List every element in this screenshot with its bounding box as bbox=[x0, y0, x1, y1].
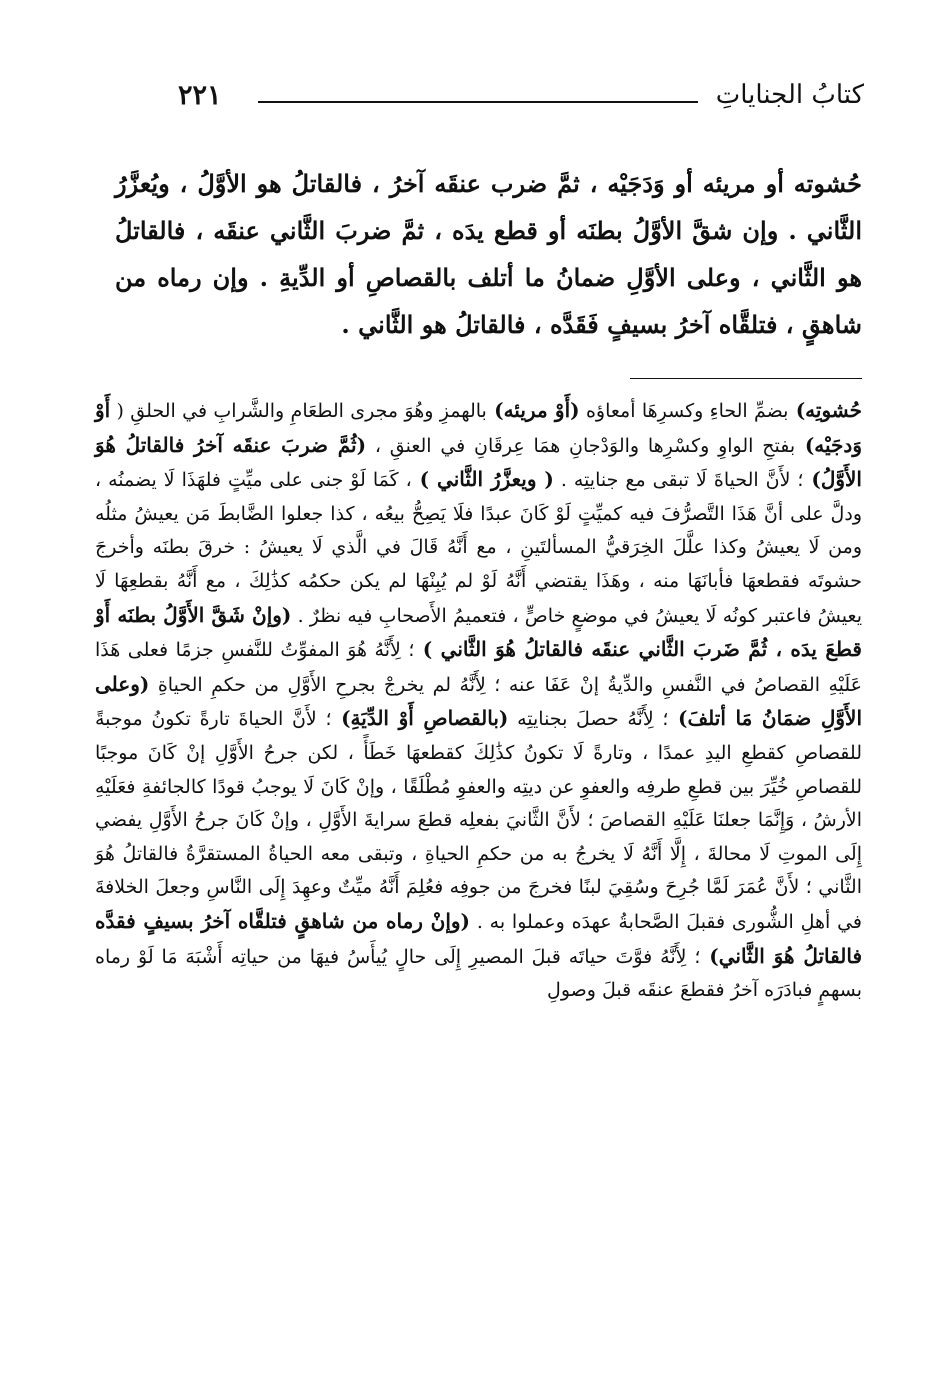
commentary-segment: ؛ لِأَنَّهُ حصلَ بجنايتِه bbox=[508, 708, 669, 731]
commentary-segment: ؛ لِأَنَّهُ هُوَ المفوِّتُ للنَّفسِ جزمًا فعلى هَذَا عَلَيْهِ القصاصُ في النَّفسِ والدِّيةُ إنْ عَفَا عنه ؛ لِأَنَّهُ لم يخرجْ بجرحِ الأَوَّلِ من حكمِ الحياةِ bbox=[95, 639, 862, 696]
commentary-segment: بالهمزِ وهُوَ مجرى الطعَامِ والشَّرابِ في الحلقِ ( bbox=[110, 400, 487, 422]
quoted-matn-segment: (ثُمَّ ضربَ عنقَه آخرُ فالقاتلُ هُوَ الأَوَّلُ) bbox=[95, 432, 862, 492]
footnote-separator bbox=[630, 378, 862, 379]
main-text bbox=[115, 160, 862, 348]
commentary-segment: ؛ لأَنَّ الحياةَ لَا تبقى مع جنايتِه . bbox=[553, 469, 804, 492]
commentary-segment: ؛ لأَنَّ الحياةَ تارةً تكونُ موجبةً للقصاصِ كقطعِ اليدِ عمدًا ، وتارةً لَا تكونُ كذَٰلِكَ كقطعهَا خَطَأً ، لكن جرحُ الأَوَّلِ إنْ كَانَ موجبًا للقصاصِ خُيِّرَ بين قطعِ طرفِه والعفوِ عن ديتِه والعفوِ مُطْلَقًا ، وإنْ كَانَ لَا يوجبُ قودًا كالجائفةِ فعَلَيْهِ الأرشُ ، وَإِنَّمَا جعلنَا عَلَيْهِ القصاصَ ؛ لأَنَّ الثَّانيَ بفعلِه قطعَ سرايةَ الأَوَّلِ ، وإنْ كَانَ جرحُ الأَوَّلِ يفضي إِلَى الموتِ لَا محالةَ ، إِلَّا أَنَّهُ لَا يخرجُ به من حكمِ الحياةِ ، وتبقى معه الحياةُ المستقرَّةُ فالقاتلُ هُوَ الثَّاني ؛ لأَنَّ عُمَرَ لَمَّا جُرِحَ وسُقِيَ لبنًا فخرجَ من جوفِه فعُلِمَ أَنَّهُ ميِّتٌ وعهِدَ إِلَى النَّاسِ وجعلَ الخلافةَ في أهلِ الشُّورى فقبلَ الصَّحابةُ عهدَه وعملوا به . bbox=[95, 708, 862, 933]
quoted-matn-segment: (وعلى الأَوَّلِ ضمَانُ مَا أتلفَ) bbox=[95, 671, 863, 731]
header-rule bbox=[258, 101, 698, 103]
page-header bbox=[150, 70, 864, 120]
quoted-matn-segment: ( ويعزَّرُ الثَّاني ) bbox=[411, 467, 554, 492]
quoted-matn-segment: (وإنْ شَقَّ الأَوَّلُ بطنَه أَوْ قطعَ يدَه ، ثُمَّ ضَربَ الثَّاني عنقَه فالقاتلُ هُوَ الثَّاني ) bbox=[95, 602, 862, 662]
quoted-matn-segment: (أَوْ مريئه) bbox=[486, 398, 580, 422]
commentary-paragraph bbox=[95, 394, 862, 1008]
main-paragraph: حُشوته أو مريئه أو وَدَجَيْه ، ثمَّ ضرب عنقَه آخرُ ، فالقاتلُ هو الأوَّلُ ، ويُعزَّرُ الثَّاني . وإن شقَّ الأوَّلُ بطنَه أو قطع يدَه ، ثمَّ ضربَ الثَّاني عنقَه ، فالقاتلُ هو الثَّاني ، وعلى الأوَّلِ ضمانُ ما أتلف بالقصاصِ أو الدِّيةِ . وإن رماه من شاهقٍ ، فتلقَّاه آخرُ بسيفٍ فَقَدَّه ، فالقاتلُ هو الثَّاني . bbox=[115, 169, 862, 339]
quoted-matn-segment: حُشوتِه) bbox=[788, 398, 862, 422]
commentary-segment: ، كَمَا لَوْ جنى على ميِّتٍ فلهَذَا لَا يضمنُه ، ودلَّ على أنَّ هَذَا التَّصرُّفَ فيه كميِّتٍ لَوْ كَانَ عبدًا فلَا يَصِحُّ بيعُه ، كذا جعلوا الضَّابطَ مَن يعيشُ مثلُه ومن لَا يعيشُ وكذا علَّلَ الخِرَقيُّ المسألتَينِ ، مع أَنَّهُ قَالَ في الَّذي لَا يعيشُ : خرقَ بطنَه وأخرجَ حشوتَه فقطعهَا فأبانَهَا منه ، وهَذَا يقتضي أَنَّهُ لَوْ لم يُبِنْهَا لم يكن حكمُه كذَٰلِكَ ، مع أَنَّهُ بقطعِهَا لَا يعيشُ فاعتبر كونُه لَا يعيشُ في موضعٍ خاصٍّ ، فتعميمُ الأَصحابِ فيه نظرٌ . bbox=[95, 469, 862, 627]
commentary-text bbox=[95, 394, 862, 1008]
commentary-segment: ؛ لِأَنَّهُ فوَّتَ حياتَه قبلَ المصيرِ إِلَى حالٍ يُيأَسُ فيهَا من حياتِه أَشْبَهَ مَا لَوْ رماه بسهمٍ فبادَرَه آخرُ فقطعَ عنقَه قبلَ وصولِ bbox=[95, 945, 862, 1002]
quoted-matn-segment: (وإنْ رماه من شاهقٍ فتلقَّاه آخرُ بسيفٍ فقدَّه فالقاتلُ هُوَ الثَّاني) bbox=[95, 908, 863, 968]
commentary-segment: بفتحِ الواوِ وكسْرِها والوَدْجانِ همَا عِرقَانِ في العنقِ ، bbox=[366, 434, 796, 457]
quoted-matn-segment: (بالقصاصِ أَوْ الدِّيَةِ) bbox=[331, 706, 509, 731]
quoted-matn-segment: أَوْ وَدجَيْه) bbox=[95, 398, 862, 457]
running-title: كتابُ الجناياتِ bbox=[715, 80, 864, 110]
commentary-segment: بضمِّ الحاءِ وكسرِهَا أمعاؤه bbox=[579, 400, 789, 422]
page-number: ٢٢١ bbox=[178, 79, 222, 111]
